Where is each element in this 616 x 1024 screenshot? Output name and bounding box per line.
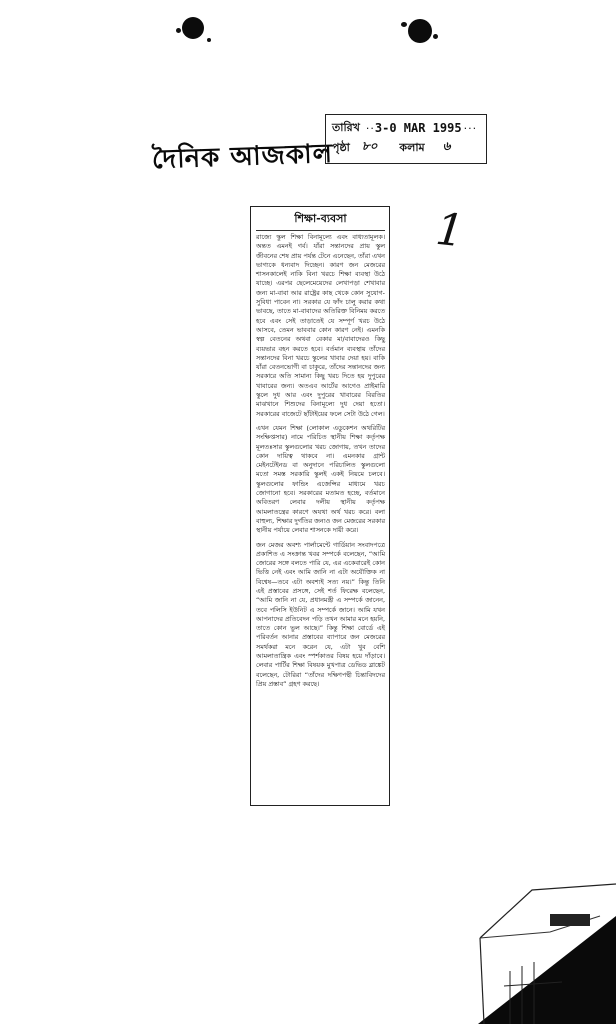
archive-stamp xyxy=(325,114,487,164)
ink-speck xyxy=(207,38,211,42)
newspaper-masthead: দৈনিক আজকাল xyxy=(151,138,334,176)
article-paragraph: জন মেজর অবশ্য পার্লামেন্টে গার্ডিয়ান সংবাদপত্রে প্রকাশিত এ সংক্রান্ত খবর সম্পর্কে বলেছেন, “আমি জোরের সঙ্গে বলতে পারি যে, এর একেবারেই কোন ভিত্তি নেই এবং আমি জানি না এটা অযৌক্তিক না বিশ্বেষ—তবে এটা অবশ্যই সত্য নয়।” কিন্তু তিনি এই প্রস্তাবের প্রসঙ্গে, সেই শর্ত ফিরেক্ষ বলেছেন, “আমি জানি না যে, প্রধানমন্ত্রী এ সম্পর্কে জানেন, তবে পলিসি ইউনিট এ সম্পর্কে জানে। আমি যখন আপনাদের প্রতিবেদন পড়ি তখন আমার মনে হয়নি, তাতে কোন ভুল আছে।” কিন্তু শিক্ষা বোর্ডে এই পরিবর্তন আনার প্রস্তাবের ব্যাপারে জন মেজরের সমর্থকরা মনে করেন যে, এটা খুব বেশি আমলাতান্ত্রিক এবং স্পর্শকাতর বিষয় হয়ে দাঁড়াবে। লেবার পার্টির শিক্ষা বিষয়ক মুখপাত্র ডেভিড ব্লাঙ্কেট বলেছেন, টোরিরা “তাঁদের দক্ষিণপন্থী চিন্তাবিদদের প্রিয় প্রস্তাব” গ্রহণ করছে। xyxy=(256,540,385,688)
stamp-column-value: ৬ xyxy=(442,139,451,153)
stamp-page-row xyxy=(332,138,480,158)
punch-hole-right xyxy=(408,19,432,43)
ink-speck xyxy=(433,34,438,39)
dotted-leader: ··· xyxy=(463,121,478,135)
stamp-date-label: তারিখ xyxy=(332,120,360,134)
stamp-page-value: ৮০ xyxy=(361,139,378,153)
article-paragraph: এখন যেমন শিক্ষা (লোকাল এডুকেশন অথরিটির সংক্ষিপ্তসার) নামে পরিচিত স্থানীয় শিক্ষা কর্তৃপক্ষ মূলতঃসার স্কুলগুলোর খরচ জোগায়, তখন তাদের কোন দায়িত্ব থাকবে না। এমনকার গ্রান্ট মেইনটেইনড বা অনুদানে পরিচালিত স্কুলগুলো মতো সমস্ত সরকারি স্কুলই একই নিয়মে চলবে। স্কুলগুলোর ফান্ডিং এজেন্সির মাধ্যমে খরচ জোগানো হবে। সরকারের মতামত হচ্ছে, বর্তমানে অবিতরণ লেবার দলীয় স্থানীয় কর্তৃপক্ষ আমলাতন্ত্রের কারণে অযথা অর্থ খরচ করে। বলা বাহুল্য, শিক্ষার দুর্গতির জন্যও জন মেজরের সরকার স্থানীয় পর্যায়ে লেবার শাসনকে দায়ী করে। xyxy=(256,423,385,535)
punch-hole-left xyxy=(182,17,204,39)
article-heading: শিক্ষা-ব্যবসা xyxy=(256,210,385,231)
dotted-leader: ·· xyxy=(365,121,375,135)
handwritten-page-number: 1 xyxy=(433,203,467,258)
stamp-column-label: কলাম xyxy=(399,140,425,154)
photocopy-corner-artifact xyxy=(470,876,616,1024)
article-paragraph: রাজ্যে স্কুল শিক্ষা বিনামূল্যে এবং বাধ্যতামূলক। অন্তত এমনই গর্ব। যাঁরা সন্তানদের প্রায় স্কুল জীবনের শেষ প্রায় পর্যন্ত টেনে এনেছেন, তাঁরা এখন ভাগ্যকে ধন্যবাদ দিচ্ছেন। কারণ জন মেজরের শাসনকালেই নাকি বিনা খরচে শিক্ষা ব্যবস্থা উঠে যাচ্ছে। এরপর ছেলেমেয়েদের লেখাপড়া শেখাবার জন্য মা-বাবা আর রাষ্ট্রের কাছ থেকে কোন সুযোগ-সুবিধা পাবেন না। সরকার যে ফাঁদ চালু করার কথা ভাবছে, তাতে মা-বাবাদের অতিরিক্ত বিনিময় করতে হবে এবং সেই তাড়াতেই যে সম্পূর্ণ খরচ উঠে আসবে, তেমন ভাববার কোন কারণ নেই। এমনকি স্বল্প বেতনের অথবা বেকার মা/বাবাদেরও কিছু ব্যয়ভার বহন করতে হবে। বর্তমান ব্যবস্থায় তাঁদের সন্তানদের বিনা খরচে স্কুলের খাবার দেয়া হয়। বাকি যাঁরা বেতনভোগী বা চাকুরে, তাঁদের সন্তানদের জন্য সরকারে অতি সামান্য কিছু খরচ দিতে হয় দুপুরের খাবারের জন্য। অতএব আর্টের আগেও প্রাইমারি স্কুলে দুধ আর এবং দুপুরের খাবারের বিরতির মাঝখানে শিশুদের বিনামূল্যে দুধ দেয়া হতো। সরকারের বাজেটে ছাঁটাইয়ের ফলে সেটা উঠে গেল। xyxy=(256,233,385,418)
stamp-page-label: পৃষ্ঠা xyxy=(332,140,350,154)
newspaper-clipping xyxy=(250,206,390,806)
ink-speck xyxy=(176,28,181,33)
stamp-date-value: 3-0 MAR 1995 xyxy=(374,121,462,135)
ink-speck xyxy=(401,22,407,27)
stamp-date-row xyxy=(332,118,480,138)
